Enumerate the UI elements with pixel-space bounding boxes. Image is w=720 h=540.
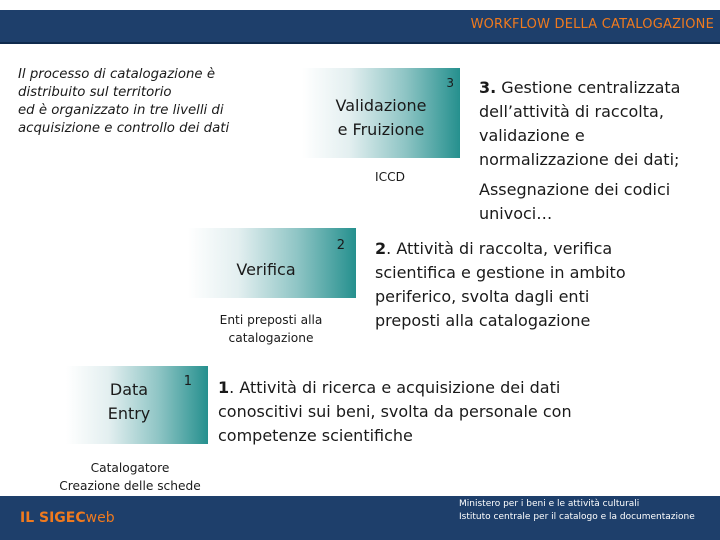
brand-main: IL SIGEC bbox=[20, 510, 86, 526]
level-3-description bbox=[479, 76, 709, 172]
level-2-actor-line1: Enti preposti alla bbox=[219, 313, 323, 327]
level-2-label: Verifica bbox=[236, 260, 296, 279]
ministry-credit bbox=[459, 498, 717, 524]
level-1-description bbox=[218, 376, 598, 448]
level-2-number: 2 bbox=[336, 238, 345, 253]
page-title: WORKFLOW DELLA CATALOGAZIONE bbox=[470, 17, 714, 32]
intro-line: acquisizione e controllo dei dati bbox=[18, 121, 230, 136]
level-3-desc-number: 3. bbox=[479, 78, 497, 97]
level-2-desc-text: . Attività di raccolta, verifica scientifica e gestione in ambito periferico, svolta dagli enti preposti alla catalogazione bbox=[375, 239, 626, 330]
level-2-description bbox=[375, 237, 655, 333]
level-1-label bbox=[104, 378, 154, 426]
level-3-number: 3 bbox=[446, 76, 454, 90]
level-1-actor-line2: Creazione delle schede bbox=[59, 479, 201, 493]
ministry-line1: Ministero per i beni e le attività culturali bbox=[459, 499, 640, 509]
level-1-actor bbox=[50, 459, 210, 495]
level-2-box bbox=[188, 228, 356, 298]
level-1-desc-number: 1 bbox=[218, 378, 230, 397]
level-1-actor-line1: Catalogatore bbox=[90, 461, 170, 475]
intro-line: distribuito sul territorio bbox=[18, 85, 172, 100]
level-1-box bbox=[66, 366, 208, 444]
intro-text bbox=[18, 66, 278, 138]
level-3-description-extra: Assegnazione dei codici univoci… bbox=[479, 180, 671, 223]
brand-web: web bbox=[85, 510, 115, 526]
level-3-box bbox=[302, 68, 460, 158]
level-1-label-line1: Data bbox=[109, 380, 149, 399]
level-3-label-line1: Validazione bbox=[335, 96, 427, 115]
level-3-label bbox=[326, 94, 436, 142]
level-1-number: 1 bbox=[183, 374, 192, 389]
level-2-desc-number: 2 bbox=[375, 239, 387, 258]
level-3-label-line2: e Fruizione bbox=[337, 120, 425, 139]
level-1-desc-text: . Attività di ricerca e acquisizione dei dati conoscitivi sui beni, svolta da personale con competenze scientifiche bbox=[218, 378, 572, 445]
header-bar bbox=[0, 10, 720, 44]
level-2-actor bbox=[206, 311, 336, 347]
level-3-actor: ICCD bbox=[375, 170, 405, 184]
level-2-actor-line2: catalogazione bbox=[228, 331, 314, 345]
ministry-line2: Istituto centrale per il catalogo e la documentazione bbox=[459, 512, 695, 522]
level-1-label-line2: Entry bbox=[107, 404, 151, 423]
footer-bar bbox=[0, 496, 720, 540]
intro-line: Il processo di catalogazione è bbox=[18, 67, 216, 82]
intro-line: ed è organizzato in tre livelli di bbox=[18, 103, 224, 118]
level-3-desc-text: Gestione centralizzata dell’attività di raccolta, validazione e normalizzazione dei dati; bbox=[479, 78, 681, 169]
brand-logo bbox=[20, 510, 115, 526]
